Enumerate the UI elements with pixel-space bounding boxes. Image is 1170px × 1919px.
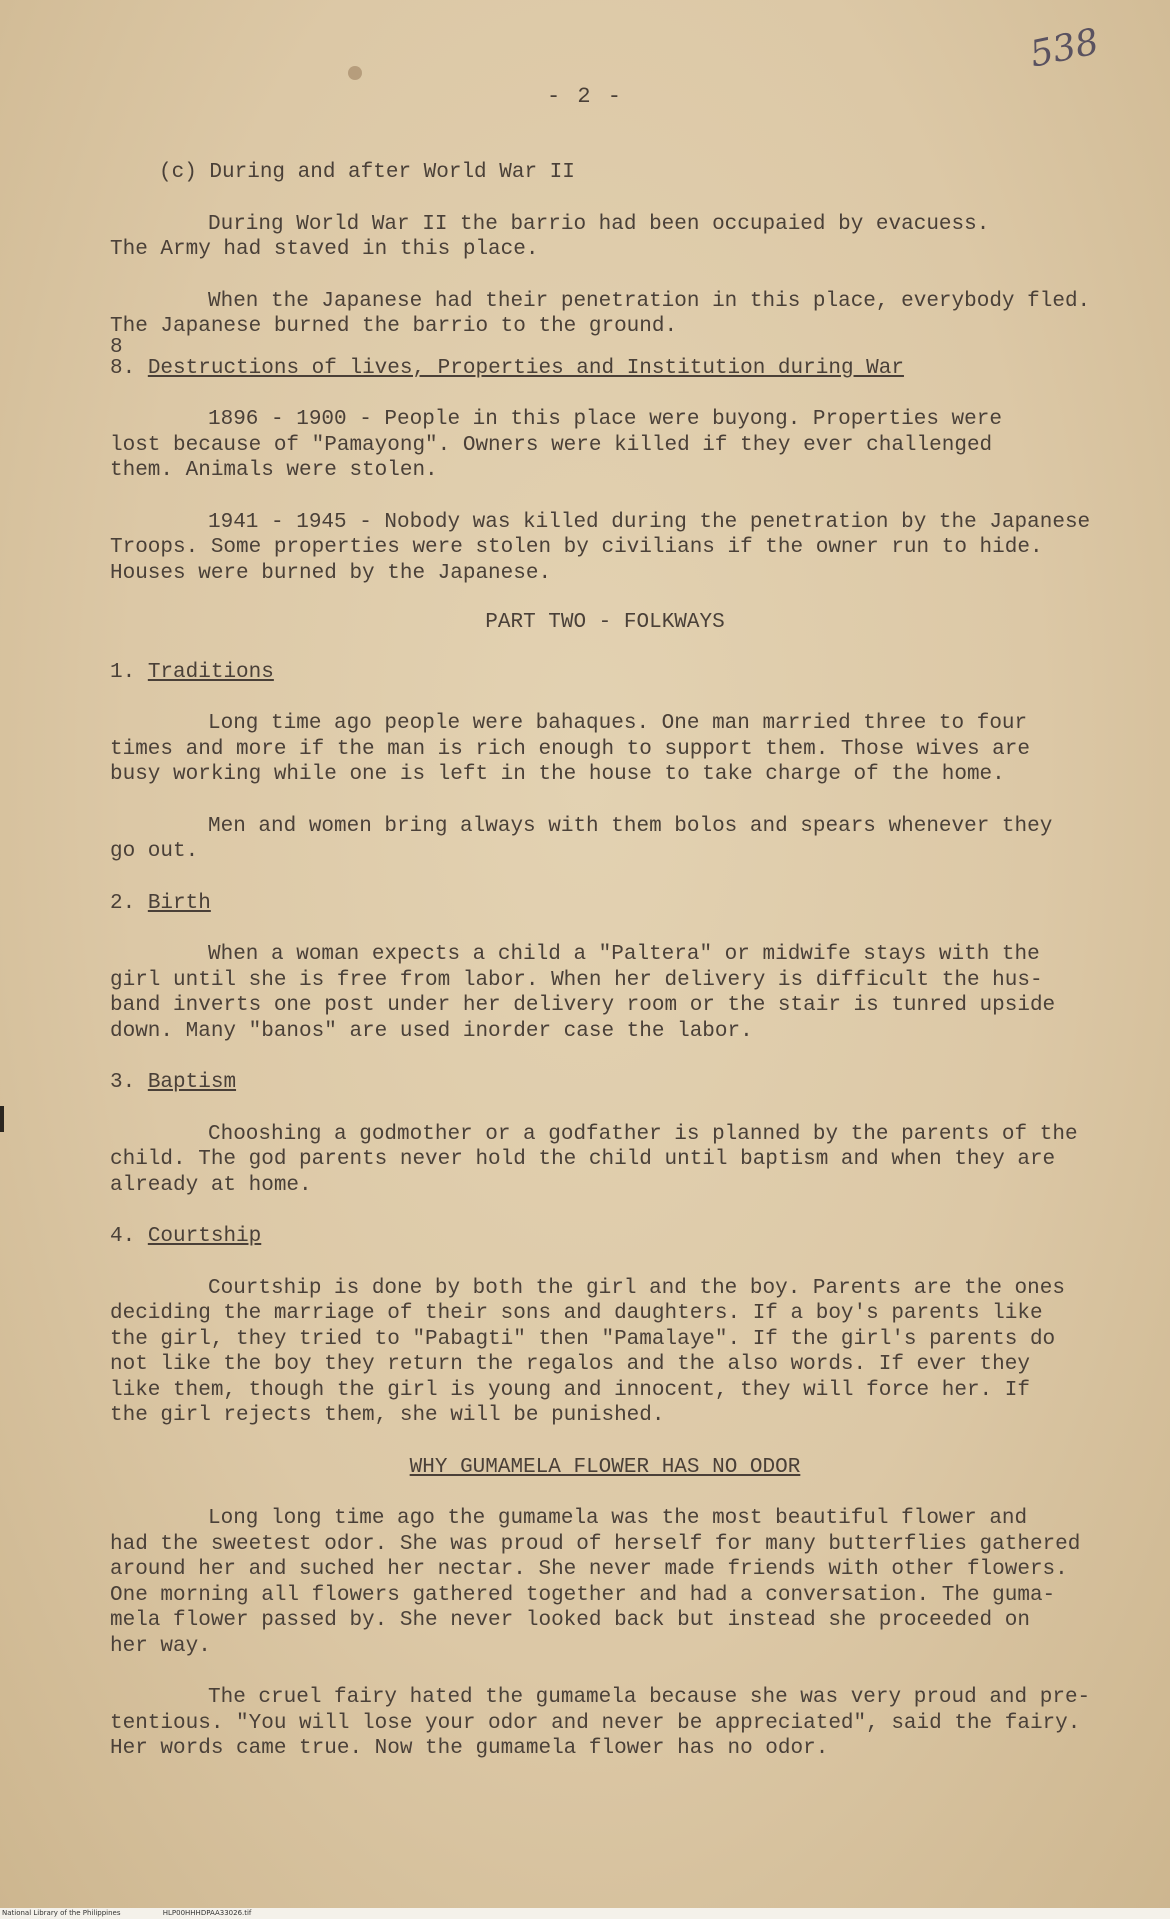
section-title: Destructions of lives, Properties and Institution during War — [147, 356, 904, 380]
section-8-paragraph-1 — [110, 407, 1100, 484]
text-line: The Japanese burned the barrio to the ground. — [110, 315, 678, 338]
story-paragraph-2 — [110, 1685, 1100, 1762]
footer-library: National Library of the Philippines — [2, 1909, 121, 1917]
text-line: go out. — [110, 840, 199, 863]
ink-stain — [348, 66, 362, 80]
scan-edge-mark — [0, 1106, 4, 1132]
section-number: 8. — [110, 356, 136, 380]
text-line: 1896 - 1900 - People in this place were buyong. Properties were — [208, 408, 1002, 431]
section-8-paragraph-2 — [110, 510, 1100, 587]
traditions-paragraph-2 — [110, 814, 1100, 865]
document-body — [110, 160, 1100, 1762]
text-line: busy working while one is left in the house to take charge of the home. — [110, 763, 1005, 786]
story-title — [110, 1455, 1100, 1481]
text-line: Troops. Some properties were stolen by civilians if the owner run to hide. — [110, 536, 1043, 559]
courtship-paragraph — [110, 1276, 1100, 1429]
text-line: mela flower passed by. She never looked back but instead she proceeded on — [110, 1609, 1030, 1632]
section-number: 4. — [110, 1225, 136, 1248]
text-line: Men and women bring always with them bolos and spears whenever they — [208, 814, 1053, 838]
text-line: Long time ago people were bahaques. One man married three to four — [208, 712, 1028, 735]
text-line: around her and suched her nectar. She never made friends with other flowers. — [110, 1558, 1068, 1581]
text-line: child. The god parents never hold the child until baptism and when they are — [110, 1148, 1056, 1171]
birth-heading — [110, 891, 1100, 917]
text-line: 8 — [110, 335, 123, 359]
text-line: not like the boy they return the regalos and the also words. If ever they — [110, 1353, 1030, 1376]
section-title: Birth — [147, 891, 211, 915]
text-line: Houses were burned by the Japanese. — [110, 561, 552, 585]
part-two-title: PART TWO - FOLKWAYS — [485, 611, 725, 634]
text-line: lost because of "Pamayong". Owners were killed if they ever challenged — [110, 433, 993, 457]
text-line: One morning all flowers gathered together and had a conversation. The guma- — [110, 1583, 1056, 1607]
section-number: 2. — [110, 891, 136, 915]
section-8-heading — [110, 356, 1100, 382]
text-line: tentious. "You will lose your odor and never be appreciated", said the fairy. — [110, 1711, 1081, 1735]
text-line: Her words came true. Now the gumamela flower has no odor. — [110, 1737, 829, 1760]
text-line: like them, though the girl is young and innocent, they will force her. If — [110, 1378, 1030, 1402]
story-paragraph-1 — [110, 1506, 1100, 1659]
section-title: Baptism — [147, 1071, 237, 1094]
text-line: When a woman expects a child a "Paltera" or midwife stays with the — [208, 943, 1040, 966]
text-line: girl until she is free from labor. When her delivery is difficult the hus- — [110, 968, 1043, 992]
section-c-heading: (c) During and after World War II — [159, 161, 575, 184]
text-line: Long long time ago the gumamela was the most beautiful flower and — [208, 1507, 1028, 1530]
text-line: down. Many "banos" are used inorder case the labor. — [110, 1019, 753, 1043]
section-title: Courtship — [147, 1225, 262, 1248]
text-line: deciding the marriage of their sons and daughters. If a boy's parents like — [110, 1302, 1043, 1325]
birth-paragraph — [110, 942, 1100, 1044]
footer-file-id: HLP00HHHDPAA33026.tif — [162, 1909, 252, 1917]
text-line: 1941 - 1945 - Nobody was killed during the penetration by the Japanese — [208, 510, 1091, 534]
text-line: her way. — [110, 1634, 211, 1658]
text-line: Chooshing a godmother or a godfather is planned by the parents of the — [208, 1122, 1078, 1146]
section-number: 3. — [110, 1071, 136, 1094]
text-line: Courtship is done by both the girl and the boy. Parents are the ones — [208, 1276, 1065, 1300]
page-number: - 2 - — [546, 84, 623, 109]
text-line: the girl, they tried to "Pabagti" then "Pamalaye". If the girl's parents do — [110, 1327, 1056, 1351]
section-c-paragraph-2 — [110, 289, 1100, 359]
text-line: the girl rejects them, she will be punished. — [110, 1404, 665, 1427]
section-number: 1. — [110, 660, 136, 684]
text-line: already at home. — [110, 1173, 312, 1197]
text-line: The Army had staved in this place. — [110, 238, 539, 261]
courtship-heading — [110, 1224, 1100, 1250]
section-c-paragraph-1 — [110, 212, 1100, 263]
text-line: During World War II the barrio had been occupaied by evacuess. — [208, 212, 990, 236]
text-line: When the Japanese had their penetration in this place, everybody fled. — [208, 289, 1091, 313]
scan-footer — [0, 1908, 1170, 1919]
story-title-text: WHY GUMAMELA FLOWER HAS NO ODOR — [409, 1455, 801, 1479]
text-line: band inverts one post under her delivery room or the stair is tunred upside — [110, 994, 1056, 1017]
baptism-heading — [110, 1070, 1100, 1096]
text-line: them. Animals were stolen. — [110, 459, 438, 482]
handwritten-page-mark: 538 — [1026, 21, 1103, 76]
traditions-paragraph-1 — [110, 711, 1100, 788]
text-line: had the sweetest odor. She was proud of herself for many butterflies gathered — [110, 1532, 1081, 1556]
traditions-heading — [110, 660, 1100, 686]
text-line: times and more if the man is rich enough to support them. Those wives are — [110, 737, 1030, 761]
baptism-paragraph — [110, 1122, 1100, 1199]
text-line: The cruel fairy hated the gumamela because she was very proud and pre- — [208, 1686, 1091, 1709]
section-title: Traditions — [147, 660, 274, 684]
